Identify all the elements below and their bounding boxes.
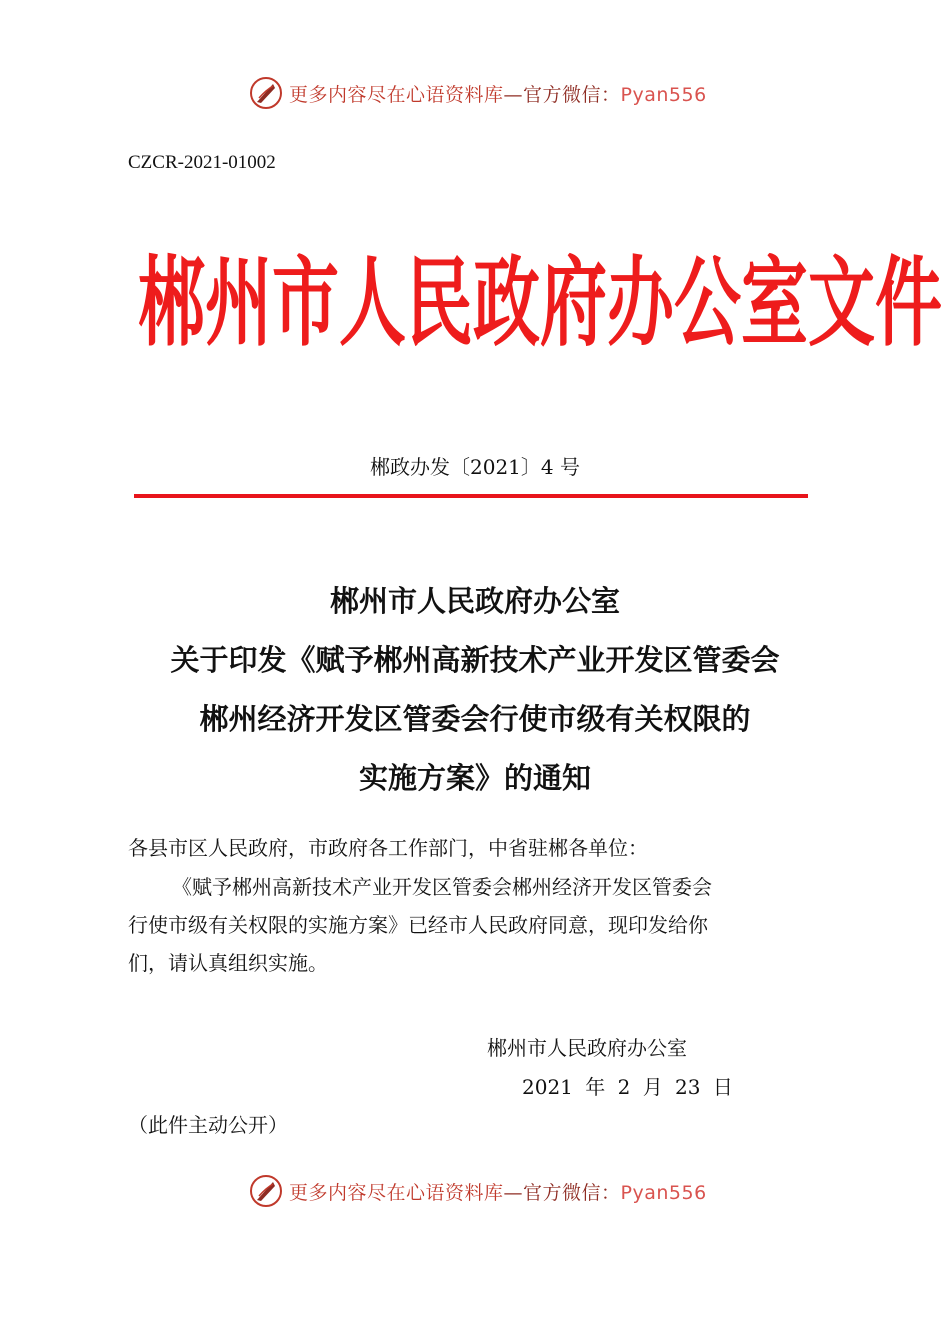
watermark-wechat-id: Pyan556	[620, 83, 707, 106]
body-line: 行使市级有关权限的实施方案》已经市人民政府同意，现印发给你	[128, 913, 708, 937]
title-line: 关于印发《赋予郴州高新技术产业开发区管委会	[170, 643, 780, 677]
watermark-main: 更多内容尽在心语资料库	[289, 83, 504, 106]
quill-logo-icon	[249, 76, 283, 110]
issue-date: 2021 年 2 月 23 日	[522, 1075, 733, 1099]
salutation: 各县市区人民政府，市政府各工作部门，中省驻郴各单位：	[128, 836, 648, 860]
body-paragraph	[128, 868, 828, 982]
body-line: 《赋予郴州高新技术产业开发区管委会郴州经济开发区管委会	[172, 875, 712, 899]
disclosure-note: （此件主动公开）	[128, 1113, 288, 1137]
watermark-dash: —	[503, 83, 524, 106]
document-number: 郴政办发〔2021〕4 号	[370, 455, 580, 479]
signature-issuer: 郴州市人民政府办公室	[487, 1036, 687, 1060]
document-code: CZCR-2021-01002	[128, 152, 276, 173]
watermark-bottom	[249, 1174, 769, 1208]
watermark-wechat-id: Pyan556	[620, 1181, 707, 1204]
watermark-dash: —	[503, 1181, 524, 1204]
watermark-text	[289, 1178, 707, 1205]
body-line: 们，请认真组织实施。	[128, 951, 328, 975]
watermark-wechat-label: 官方微信：	[523, 1181, 621, 1204]
quill-logo-icon	[249, 1174, 283, 1208]
watermark-wechat-label: 官方微信：	[523, 83, 621, 106]
notice-title	[100, 572, 850, 808]
title-line: 郴州经济开发区管委会行使市级有关权限的	[199, 702, 751, 736]
watermark-main: 更多内容尽在心语资料库	[289, 1181, 504, 1204]
title-line: 实施方案》的通知	[358, 761, 591, 795]
watermark-text	[289, 80, 707, 107]
watermark-top	[249, 76, 769, 110]
title-line: 郴州市人民政府办公室	[329, 584, 620, 618]
red-header-title: 郴州市人民政府办公室文件	[138, 245, 942, 360]
red-divider	[134, 494, 808, 498]
